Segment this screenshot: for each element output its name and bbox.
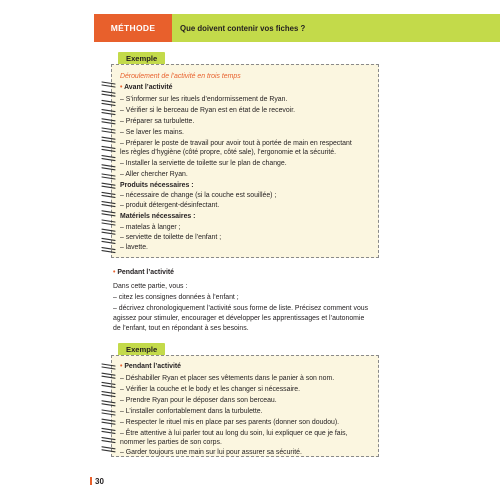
- spiral-ring: [102, 192, 115, 197]
- materials-title: Matériels nécessaires :: [120, 213, 196, 220]
- list-item: – Préparer le poste de travail pour avoir tout à portée de main en respectant: [120, 140, 352, 147]
- products-title: Produits nécessaires :: [120, 182, 194, 189]
- spiral-ring: [102, 438, 115, 443]
- spiral-ring: [102, 156, 115, 161]
- spiral-ring: [102, 91, 115, 96]
- spiral-ring: [102, 428, 115, 433]
- bullet-icon: •: [120, 363, 125, 370]
- section-title: [113, 269, 174, 277]
- spiral-ring: [102, 373, 115, 378]
- list-item: – lavette.: [120, 244, 148, 251]
- section-title-text: Pendant l’activité: [124, 363, 182, 370]
- spiral-ring: [102, 248, 115, 253]
- bullet-icon: •: [113, 269, 118, 276]
- spiral-ring: [102, 382, 115, 387]
- spiral-binding: [101, 362, 121, 454]
- spiral-rings: [101, 362, 121, 454]
- section-title-text: Avant l’activité: [124, 84, 173, 91]
- section-title: [120, 84, 172, 92]
- list-item: – Préparer sa turbulette.: [120, 118, 195, 125]
- example-intro: Déroulement de l’activité en trois temps: [120, 73, 241, 80]
- example-label: Exemple: [118, 52, 165, 65]
- paragraph-line: – citez les consignes données à l’enfant ;: [113, 294, 239, 301]
- list-item: – Aller chercher Ryan.: [120, 171, 188, 178]
- spiral-ring: [102, 128, 115, 133]
- spiral-ring: [102, 82, 115, 87]
- spiral-ring: [102, 202, 115, 207]
- section-title-text: Pendant l’activité: [117, 269, 175, 276]
- spiral-ring: [102, 137, 115, 142]
- spiral-ring: [102, 392, 115, 397]
- spiral-ring: [102, 401, 115, 406]
- spiral-ring: [102, 211, 115, 216]
- page-number-bar: [90, 477, 92, 485]
- spiral-ring: [102, 364, 115, 369]
- list-item: – Déshabiller Ryan et placer ses vêtements dans le panier à son nom.: [120, 375, 335, 382]
- spiral-ring: [102, 100, 115, 105]
- methode-tag: MÉTHODE: [94, 14, 172, 42]
- spiral-rings: [101, 80, 121, 256]
- paragraph-line: – décrivez chronologiquement l’activité sous forme de liste. Précisez comment vous: [113, 305, 369, 312]
- list-item: – Vérifier la couche et le body et les changer si nécessaire.: [120, 386, 301, 393]
- list-item: – S’informer sur les rituels d’endormissement de Ryan.: [120, 96, 288, 103]
- paragraph-line: Dans cette partie, vous :: [113, 283, 188, 290]
- paragraph-line: agissez pour stimuler, encourager et développer les apprentissages et l’autonomie: [113, 315, 365, 322]
- list-item: – Vérifier si le berceau de Ryan est en état de le recevoir.: [120, 107, 296, 114]
- list-item: – Respecter le rituel mis en place par ses parents (donner son doudou).: [120, 419, 340, 426]
- list-item: – matelas à langer ;: [120, 224, 181, 231]
- spiral-ring: [102, 447, 115, 452]
- page-header: [94, 14, 500, 42]
- list-item: – Se laver les mains.: [120, 129, 184, 136]
- spiral-ring: [102, 110, 115, 115]
- spiral-ring: [102, 238, 115, 243]
- spiral-ring: [102, 220, 115, 225]
- section-title: [120, 363, 181, 371]
- spiral-ring: [102, 229, 115, 234]
- list-item: – Prendre Ryan pour le déposer dans son berceau.: [120, 397, 277, 404]
- list-item: nommer les parties de son corps.: [120, 439, 222, 446]
- spiral-ring: [102, 146, 115, 151]
- spiral-ring: [102, 183, 115, 188]
- spiral-ring: [102, 410, 115, 415]
- list-item: les règles d’hygiène (côté propre, côté sale), l’ergonomie et la sécurité.: [120, 149, 337, 156]
- spiral-ring: [102, 165, 115, 170]
- list-item: – Être attentive à lui parler tout au long du soin, lui expliquer ce que je fais,: [120, 430, 348, 437]
- spiral-ring: [102, 419, 115, 424]
- paragraph-line: de l’enfant, tout en répondant à ses besoins.: [113, 325, 249, 332]
- page-number: 30: [95, 477, 104, 486]
- list-item: – nécessaire de change (si la couche est souillée) ;: [120, 192, 277, 199]
- spiral-ring: [102, 119, 115, 124]
- bullet-icon: •: [120, 84, 125, 91]
- list-item: – serviette de toilette de l’enfant ;: [120, 234, 222, 241]
- example-label: Exemple: [118, 343, 165, 356]
- spiral-ring: [102, 174, 115, 179]
- header-title: Que doivent contenir vos fiches ?: [172, 14, 500, 42]
- list-item: – Installer la serviette de toilette sur le plan de change.: [120, 160, 287, 167]
- spiral-binding: [101, 80, 121, 256]
- list-item: – L’installer confortablement dans la turbulette.: [120, 408, 263, 415]
- list-item: – produit détergent-désinfectant.: [120, 202, 220, 209]
- list-item: – Garder toujours une main sur lui pour assurer sa sécurité.: [120, 449, 302, 456]
